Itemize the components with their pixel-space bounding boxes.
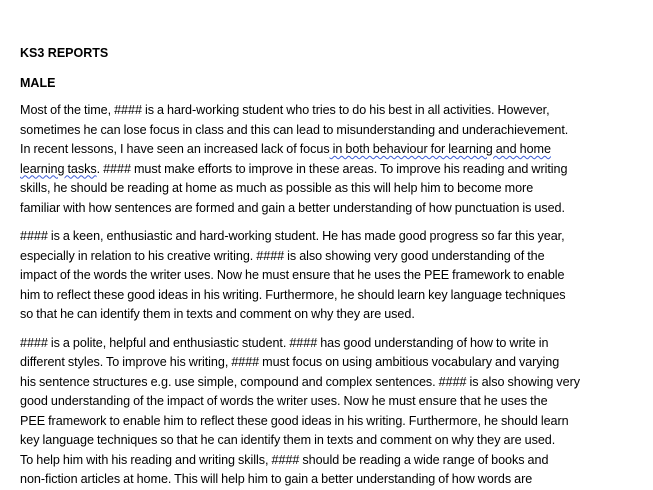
paragraph-line: familiar with how sentences are formed and gain a better understanding of how punctuation is used.	[20, 200, 565, 215]
paragraph-line: him to reflect these good ideas in his writing. Furthermore, he should learn key language techniques	[20, 287, 566, 302]
paragraph-line: good understanding of the impact of words the writer uses. Now he must ensure that he uses the	[20, 394, 548, 408]
paragraph-line: key language techniques so that he can identify them in texts and comment on why they are used.	[20, 433, 556, 447]
paragraph-line	[20, 160, 642, 180]
paragraph-line	[20, 140, 642, 160]
paragraph-line: especially in relation to his creative writing. #### is also showing very good understanding of the	[20, 248, 545, 263]
paragraph-line: sometimes he can lose focus in class and this can lead to misunderstanding and underachievement.	[20, 122, 569, 137]
paragraph-line: impact of the words the writer uses. Now he must ensure that he uses the PEE framework to enable	[20, 268, 565, 282]
paragraph-line: #### is a polite, helpful and enthusiastic student. #### has good understanding of how to write in	[20, 335, 549, 350]
line-text: . #### must make efforts to improve in these areas. To improve his reading and writing	[96, 161, 568, 176]
paragraph-line: his sentence structures e.g. use simple, compound and complex sentences. #### is also showing very	[20, 374, 581, 389]
line-text: In recent lessons, I have seen an increased lack of focus	[20, 142, 330, 156]
document-title: KS3 REPORTS	[20, 46, 109, 60]
grammar-flagged-text[interactable]: learning tasks	[20, 161, 97, 176]
grammar-flagged-text[interactable]: in both behaviour for learning and home	[329, 142, 551, 156]
paragraph-line: skills, he should be reading at home as much as possible as this will help him to become more	[20, 181, 534, 195]
paragraph-line: non-fiction articles at home. This will help him to gain a better understanding of how words are	[20, 472, 533, 486]
report-paragraph-2	[20, 227, 642, 325]
paragraph-line: PEE framework to enable him to reflect these good ideas in his writing. Furthermore, he should learn	[20, 413, 569, 428]
report-paragraph-3	[20, 334, 642, 490]
document-subtitle: MALE	[20, 76, 56, 90]
report-paragraph-1	[20, 101, 642, 218]
paragraph-line: To help him with his reading and writing skills, #### should be reading a wide range of books and	[20, 452, 549, 467]
paragraph-line: Most of the time, #### is a hard-working student who tries to do his best in all activities. However,	[20, 103, 550, 117]
paragraph-line: different styles. To improve his writing, #### must focus on using ambitious vocabulary and varying	[20, 355, 560, 369]
paragraph-line: so that he can identify them in texts and comment on why they are used.	[20, 307, 415, 321]
paragraph-line: #### is a keen, enthusiastic and hard-working student. He has made good progress so far this year,	[20, 229, 565, 243]
document-page	[20, 44, 642, 490]
